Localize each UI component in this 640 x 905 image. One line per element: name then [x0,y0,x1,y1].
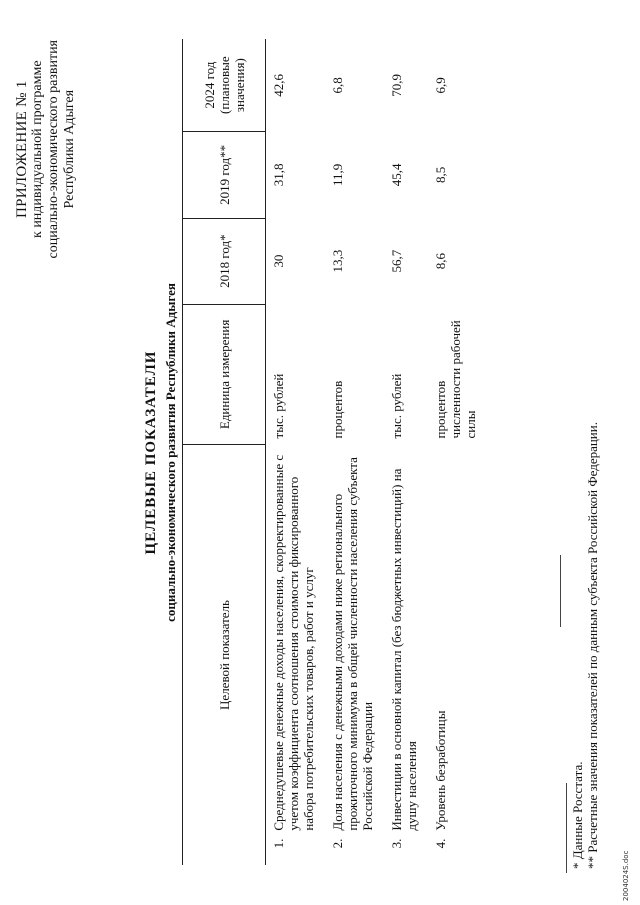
row-value-2019: 11,9 [330,163,345,187]
row-value-2018: 30 [271,254,286,268]
row-number: 3. [389,838,404,849]
appendix-header [14,40,78,905]
row-value-2019: 31,8 [271,163,286,187]
table-row [266,39,326,865]
footnote-rule [566,783,567,873]
separator-line [560,555,561,627]
row-number: 2. [330,838,345,849]
table-row [325,39,384,865]
header-unit: Единица измерения [183,304,266,444]
row-value-2018: 13,3 [330,249,345,273]
row-indicator: Доля населения с денежными доходами ниже регионального прожиточного минимума в общей численности населения субъекта Российской Федерации [330,457,375,831]
row-unit: тыс. рублей [389,373,404,439]
row-value-2019: 45,4 [389,163,404,187]
row-value-2019: 8,5 [433,166,448,184]
document-subtitle: социально-экономического развития Республики Адыгея [163,283,178,622]
table-row [428,39,487,865]
document-title: ЦЕЛЕВЫЕ ПОКАЗАТЕЛИ [143,350,159,555]
row-value-2018: 8,6 [433,253,448,270]
table-header-row [183,39,266,865]
row-value-2018: 56,7 [389,249,404,273]
row-value-2024: 6,8 [330,77,345,94]
row-value-2024: 70,9 [389,74,404,97]
row-indicator: Уровень безработицы [433,710,448,831]
indicators-table [182,39,487,865]
footnote-2: ** Расчетные значения показателей по данным субъекта Российской Федерации. [585,422,600,869]
row-unit: тыс. рублей [271,373,286,439]
row-unit: процентов численности рабочей силы [433,320,478,439]
file-reference: 2004024S.doc [622,850,630,901]
footnote-1: * Данные Росстата. [570,761,585,869]
row-value-2024: 6,9 [433,77,448,94]
appendix-line-3: Республики Адыгея [62,89,77,209]
header-indicator: Целевой показатель [183,444,266,865]
footnotes [570,422,600,869]
row-number: 1. [271,838,286,849]
appendix-title: ПРИЛОЖЕНИЕ № 1 [14,80,30,219]
row-indicator: Инвестиции в основной капитал (без бюджетных инвестиций) на душу населения [389,468,419,831]
appendix-line-2: социально-экономического развития [46,40,61,259]
appendix-line-1: к индивидуальной программе [30,60,45,238]
row-indicator: Среднедушевые денежные доходы населения, скорректированные с учетом коэффициента соотношения стоимости фиксированного набора потребительских товаров, работ и услуг [271,454,316,831]
header-2024: 2024 год (плановые значения) [183,39,266,132]
row-number: 4. [433,838,448,849]
row-value-2024: 42,6 [271,74,286,97]
header-2018: 2018 год* [183,218,266,304]
row-unit: процентов [330,380,345,439]
header-2019: 2019 год** [183,132,266,218]
table-row [384,39,428,865]
